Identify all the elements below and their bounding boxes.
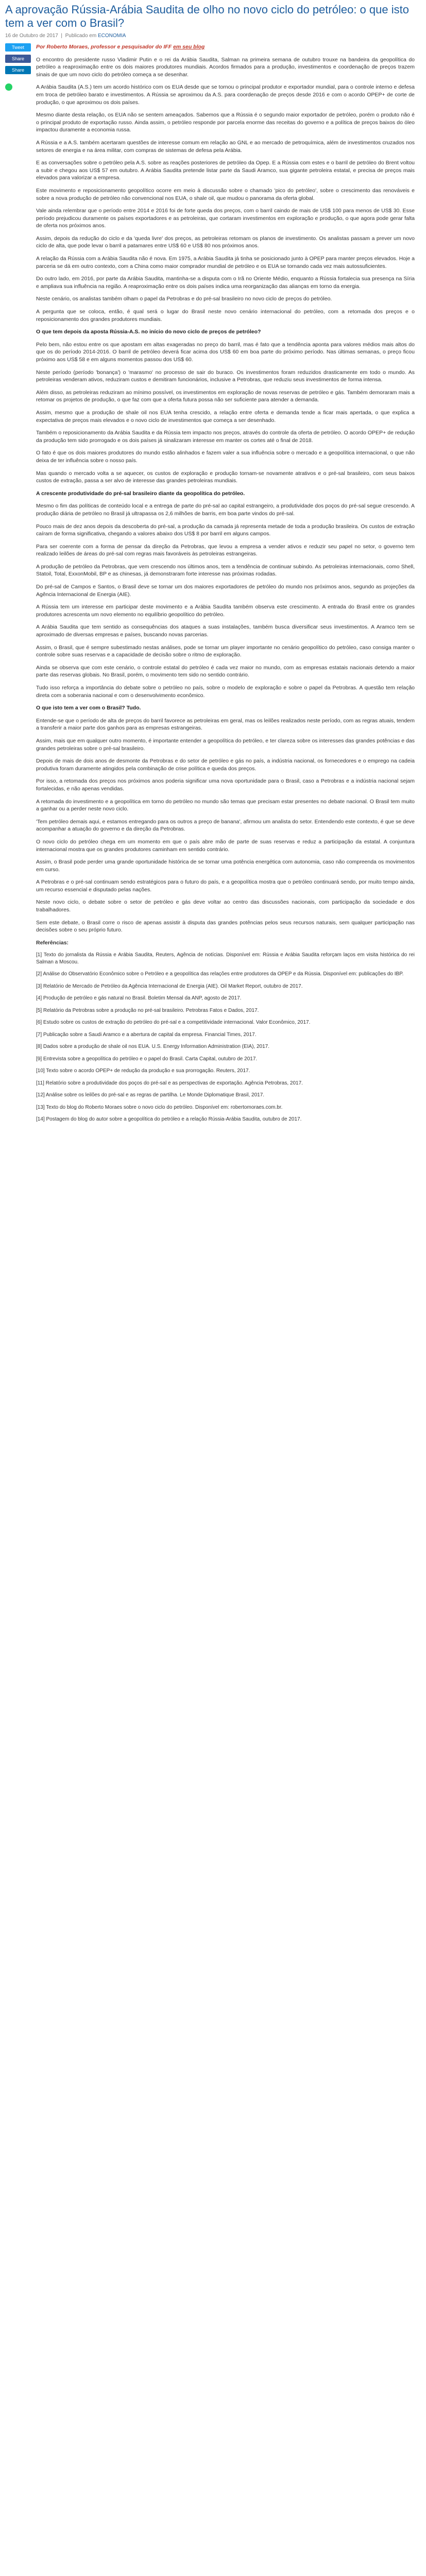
paragraph: A produção de petróleo da Petrobras, que vem crescendo nos últimos anos, tem a tendência de continuar subindo. As petroleiras internacionais, como Shell, Statoil, Total, ExxonMobil, BP e as chinesas, já demonstraram forte interesse nas próximas rodadas. <box>36 563 415 578</box>
paragraph: O fato é que os dois maiores produtores do mundo estão alinhados e fazem valer a sua influência sobre o mercado e a geopolítica internacional, o que não deixa de ter influência sobre o nosso país. <box>36 450 415 464</box>
paragraph: Assim, o Brasil, que é sempre subestimado nestas análises, pode se tornar um player importante no cenário geopolítico do petróleo, caso consiga manter o controle sobre suas reservas e a capacidade de decisão sobre o ritmo de exploração. <box>36 644 415 658</box>
paragraph: Entende-se que o período de alta de preços do barril favorece as petroleiras em geral, mas os leilões realizados neste período, com as regras atuais, tendem a transferir a maior parte dos ganhos para as empresas estrangeiras. <box>36 717 415 732</box>
paragraph: 'Tem petróleo demais aqui, e estamos entregando para os outros a preço de banana', afirmou um analista do setor. Entendendo este contexto, é que se deve acompanhar a atuação do governo e da direção da Petrobras. <box>36 818 415 833</box>
reference-item: [9] Entrevista sobre a geopolítica do petróleo e o papel do Brasil. Carta Capital, outubro de 2017. <box>36 1056 258 1062</box>
paragraph: Sem este debate, o Brasil corre o risco de apenas assistir à disputa das grandes potências pelos seus recursos naturais, sem qualquer participação nas decisões sobre o seu próprio futuro. <box>36 919 415 934</box>
references-heading: Referências: <box>36 939 69 946</box>
paragraph: O novo ciclo do petróleo chega em um momento em que o país abre mão de parte de suas reservas e reduz a participação da estatal. A conjuntura internacional mostra que os grandes produtores caminham em sentido contrário. <box>36 838 415 853</box>
byline <box>36 43 415 51</box>
reference-item: [8] Dados sobre a produção de shale oil nos EUA. U.S. Energy Information Administration (EIA), 2017. <box>36 1044 270 1050</box>
paragraph: A relação da Rússia com a Arábia Saudita não é nova. Em 1975, a Arábia Saudita já tinha se posicionado junto à OPEP para manter preços elevados. Hoje a parceria se dá em outro contexto, com a China como maior comprador mundial de petróleo e os EUA se tornando cada vez mais autossuficientes. <box>36 256 415 269</box>
paragraph: Assim, o Brasil pode perder uma grande oportunidade histórica de se tornar uma potência energética com autonomia, caso não compreenda os movimentos em curso. <box>36 859 415 873</box>
reference-item: [1] Texto do jornalista da Rússia e Arábia Saudita, Reuters, Agência de notícias. Disponível em: Rússia e Arábia Saudita reforçam laços em visita histórica do rei Salman a Moscou. <box>36 952 415 965</box>
paragraph: Neste novo ciclo, o debate sobre o setor de petróleo e gás deve voltar ao centro das discussões nacionais, com participação da sociedade e dos trabalhadores. <box>36 899 415 913</box>
paragraph: Neste período (período 'bonança') o 'marasmo' no processo de sair do buraco. Os investimentos foram reduzidos drasticamente em todo o mundo. As petroleiras venderam ativos, reduziram custos e demitiram funcionários, inclusive a Petrobras, que reduziu seus investimentos de forma intensa. <box>36 369 415 383</box>
linkedin-share-button[interactable]: Share <box>5 66 31 74</box>
section-3-paragraphs <box>36 717 415 934</box>
section-heading-2: A crescente produtividade do pré-sal brasileiro diante da geopolítica do petróleo. <box>36 490 245 497</box>
publish-date: 16 de Outubro de 2017 <box>5 33 58 39</box>
paragraph: A Arábia Saudita (A.S.) tem um acordo histórico com os EUA desde que se tornou o principal produtor e exportador mundial, para o controle interno e defesa em troca de petróleo barato e investimentos. A Rússia se aproximou da A.S. para coordenação de preços desde 2016 e com o acordo OPEP+ de corte de produção, o que aproximou os dois países. <box>36 84 415 106</box>
reference-item: [7] Publicação sobre a Saudi Aramco e a abertura de capital da empresa. Financial Times, 2017. <box>36 1031 257 1038</box>
intro-paragraphs <box>36 56 415 324</box>
paragraph: Neste cenário, os analistas também olham o papel da Petrobras e do pré-sal brasileiro no novo ciclo de preços do petróleo. <box>36 296 332 302</box>
facebook-share-button[interactable]: Share <box>5 55 31 63</box>
byline-text: Por Roberto Moraes, professor e pesquisador do IFF <box>36 44 172 50</box>
reference-item: [6] Estudo sobre os custos de extração do petróleo do pré-sal e a competitividade internacional. Valor Econômico, 2017. <box>36 1020 311 1026</box>
reference-item: [12] Análise sobre os leilões do pré-sal e as regras de partilha. Le Monde Diplomatique Brasil, 2017. <box>36 1092 265 1098</box>
section-1-paragraphs <box>36 341 415 485</box>
whatsapp-icon[interactable] <box>5 83 12 91</box>
paragraph: E as conversações sobre o petróleo pela A.S. sobre as reações posteriores de petróleo da Opep. E a Rússia com estes e o barril de petróleo do Brent voltou a subir e chegou aos US$ 57 em outubro. A Arábia Saudita pretende listar parte da Saudi Aramco, sua gigante petroleira estatal, e precisa de preços mais elevados para valorizar a empresa. <box>36 160 415 181</box>
published-in-label: Publicado em <box>65 33 97 39</box>
paragraph: Mesmo o fim das políticas de conteúdo local e a entrega de parte do pré-sal ao capital estrangeiro, a produtividade dos poços do pré-sal segue crescendo. A produção diária de petróleo no Brasil já ultrapassa os 2,6 milhões de barris, em boa parte vindos do pré-sal. <box>36 503 415 517</box>
paragraph: O encontro do presidente russo Vladimir Putin e o rei da Arábia Saudita, Salman na primeira semana de outubro trouxe na bandeira da geopolítica do petróleo a reaproximação entre os dois maiores produtores mundiais. Acordos firmados para a produção, investimentos e coordenação de preços trazem sinais de que um novo ciclo do petróleo começa a se desenhar. <box>36 56 415 78</box>
reference-item: [13] Texto do blog do Roberto Moraes sobre o novo ciclo do petróleo. Disponível em: robertomoraes.com.br. <box>36 1104 283 1110</box>
article-title: A aprovação Rússia-Arábia Saudita de olho no novo ciclo do petróleo: o que isto tem a ver com o Brasil? <box>5 3 409 29</box>
paragraph: Pelo bem, não estou entre os que apostam em altas exageradas no preço do barril, mas é fato que a tendência aponta para valores médios mais altos do que os do período 2014-2016. O barril de petróleo deverá ficar acima dos US$ 60 em boa parte do próximo período. Nas últimas semanas, o preço ficou próximo aos US$ 58 e em alguns momentos passou dos US$ 60. <box>36 341 415 363</box>
paragraph: A Rússia tem um interesse em participar deste movimento e a Arábia Saudita também observa este crescimento. A entrada do Brasil entre os grandes produtores acrescenta um novo elemento no equilíbrio geopolítico do petróleo. <box>36 604 415 618</box>
paragraph: Assim, depois da redução do ciclo e da 'queda livre' dos preços, as petroleiras retomam os planos de investimento. Os analistas passam a prever um novo ciclo de alta, que pode levar o barril a patamares entre US$ 60 e US$ 80 nos próximos anos. <box>36 235 415 249</box>
share-buttons <box>5 43 31 94</box>
reference-item: [10] Texto sobre o acordo OPEP+ de redução da produção e sua prorrogação. Reuters, 2017. <box>36 1068 250 1074</box>
paragraph: Para ser coerente com a forma de pensar da direção da Petrobras, que levou a empresa a vender ativos e reduzir seu papel no setor, o governo tem realizado leilões de áreas do pré-sal com regras mais favoráveis às petroleiras estrangeiras. <box>36 543 415 557</box>
reference-item: [14] Postagem do blog do autor sobre a geopolítica do petróleo e a relação Rússia-Arábia Saudita, outubro de 2017. <box>36 1116 302 1123</box>
paragraph: Do pré-sal de Campos e Santos, o Brasil deve se tornar um dos maiores exportadores de petróleo do mundo nos próximos anos, segundo as projeções da Agência Internacional de Energia (AIE). <box>36 584 415 598</box>
paragraph: Tudo isso reforça a importância do debate sobre o petróleo no país, sobre o modelo de exploração e sobre o papel da Petrobras. A questão tem relação direta com a soberania nacional e com o desenvolvimento econômico. <box>36 685 415 699</box>
paragraph: Pouco mais de dez anos depois da descoberta do pré-sal, a produção da camada já representa metade de toda a produção brasileira. Os custos de extração caíram de forma significativa, chegando a valores abaixo dos US$ 8 por barril em alguns campos. <box>36 523 415 537</box>
reference-item: [5] Relatório da Petrobras sobre a produção no pré-sal brasileiro. Petrobras Fatos e Dados, 2017. <box>36 1007 259 1013</box>
section-heading-1: O que tem depois da aposta Rússia-A.S. no início do novo ciclo de preços de petróleo? <box>36 329 261 335</box>
paragraph: Este movimento e reposicionamento geopolítico ocorre em meio à discussão sobre o chamado 'pico do petróleo', sobre o crescimento das renováveis e sobre a nova produção de petróleo não convencional nos EUA, o shale oil, que mudou o panorama da oferta global. <box>36 187 415 201</box>
paragraph: Assim, mesmo que a produção de shale oil nos EUA tenha crescido, a relação entre oferta e demanda tende a ficar mais apertada, o que explica a expectativa de preços mais elevados e o novo ciclo de investimentos que começa a ser desenhado. <box>36 409 415 423</box>
article-body <box>36 43 415 1128</box>
paragraph: Depois de mais de dois anos de desmonte da Petrobras e do setor de petróleo e gás no país, a indústria nacional, os fornecedores e o emprego na cadeia produtiva foram duramente atingidos pela combinação de crise política e queda dos preços. <box>36 758 415 772</box>
section-heading-3: O que isto tem a ver com o Brasil? Tudo. <box>36 705 141 711</box>
paragraph: Por isso, a retomada dos preços nos próximos anos poderia significar uma nova oportunidade para o Brasil, caso a Petrobras e a indústria nacional sejam fortalecidas, e não apenas vendidas. <box>36 778 415 792</box>
tweet-button[interactable]: Tweet <box>5 43 31 52</box>
references-list <box>36 952 415 1123</box>
paragraph: A pergunta que se coloca, então, é qual será o lugar do Brasil neste novo cenário internacional do petróleo, com a retomada dos preços e o reposicionamento dos grandes produtores mundiais. <box>36 309 415 323</box>
paragraph: Do outro lado, em 2016, por parte da Arábia Saudita, mantinha-se a disputa com o Irã no Oriente Médio, enquanto a Rússia fortalecia sua presença na Síria e ampliava sua influência na região. A reaproximação entre os dois países indica uma reorganização das alianças em torno da energia. <box>36 276 415 290</box>
paragraph: Mesmo diante desta relação, os EUA não se sentem ameaçados. Sabemos que a Rússia é o segundo maior exportador de petróleo, porém o produto não é o principal produto de exportação russo. Ainda assim, o petróleo responde por parcela enorme das receitas do governo e a política de preços baixos do óleo impactou duramente a economia russa. <box>36 112 415 133</box>
article-meta: 16 de Outubro de 2017 | Publicado em ECONOMIA <box>5 33 126 39</box>
paragraph: Ainda se observa que com este cenário, o controle estatal do petróleo é cada vez maior no mundo, com as empresas estatais nacionais detendo a maior parte das reservas globais. No Brasil, porém, o movimento tem sido no sentido contrário. <box>36 664 415 679</box>
reference-item: [11] Relatório sobre a produtividade dos poços do pré-sal e as perspectivas de exportação. Agência Petrobras, 2017. <box>36 1080 303 1086</box>
paragraph: A Petrobras e o pré-sal continuam sendo estratégicos para o futuro do país, e a geopolítica mostra que o petróleo continuará sendo, por muito tempo ainda, um recurso essencial e disputado pelas nações. <box>36 879 415 893</box>
section-2-paragraphs <box>36 502 415 699</box>
paragraph: Assim, mais que em qualquer outro momento, é importante entender a geopolítica do petróleo, e ter clareza sobre os interesses das grandes potências e das grandes petroleiras sobre o pré-sal brasileiro. <box>36 737 415 752</box>
category-link[interactable]: ECONOMIA <box>97 33 126 39</box>
reference-item: [3] Relatório de Mercado de Petróleo da Agência Internacional de Energia (AIE). Oil Market Report, outubro de 2017. <box>36 983 303 989</box>
paragraph: Mas quando o mercado volta a se aquecer, os custos de exploração e produção tornam-se novamente atrativos e o pré-sal brasileiro, com seus baixos custos de extração, passa a ser alvo de interesse das grandes petroleiras mundiais. <box>36 470 415 484</box>
reference-item: [4] Produção de petróleo e gás natural no Brasil. Boletim Mensal da ANP, agosto de 2017. <box>36 995 242 1002</box>
paragraph: A Arábia Saudita que tem sentido as consequências dos ataques a suas instalações, também busca diversificar seus investimentos. A Aramco tem se aproximado de diversas empresas e países, buscando novas parcerias. <box>36 624 415 638</box>
paragraph: Vale ainda relembrar que o período entre 2014 e 2016 foi de forte queda dos preços, com o barril caindo de mais de US$ 100 para menos de US$ 30. Esse período prejudicou duramente os países exportadores e as petroleiras, que cortaram investimentos em exploração e produção, o que agora pode gerar falta de oferta nos próximos anos. <box>36 208 415 229</box>
paragraph: Além disso, as petroleiras reduziram ao mínimo possível, os investimentos em exploração de novas reservas de petróleo e gás. Também demoraram mais a retomar os projetos de produção, o que faz com que a oferta futura possa não ser suficiente para atender a demanda. <box>36 389 415 403</box>
byline-blog-link[interactable]: em seu blog <box>173 44 205 50</box>
reference-item: [2] Análise do Observatório Econômico sobre o Petróleo e a geopolítica das relações entre produtores da OPEP e da Rússia. Disponível em: publicações do IBP. <box>36 971 404 977</box>
paragraph: A retomada do investimento e a geopolítica em torno do petróleo no mundo são temas que precisam estar presentes no debate nacional. O Brasil tem muito a ganhar ou a perder neste novo ciclo. <box>36 798 415 812</box>
paragraph: Também o reposicionamento da Arábia Saudita e da Rússia tem impacto nos preços, através do controle da oferta de petróleo. O acordo OPEP+ de redução da produção tem sido prorrogado e os dois países já sinalizaram interesse em manter os cortes até o final de 2018. <box>36 430 415 444</box>
paragraph: A Rússia e a A.S. também acertaram questões de interesse comum em relação ao GNL e ao mercado de petroquímica, além de investimentos cruzados nos setores de energia e na área militar, com compras de sistemas de defesa pela Arábia. <box>36 139 415 154</box>
